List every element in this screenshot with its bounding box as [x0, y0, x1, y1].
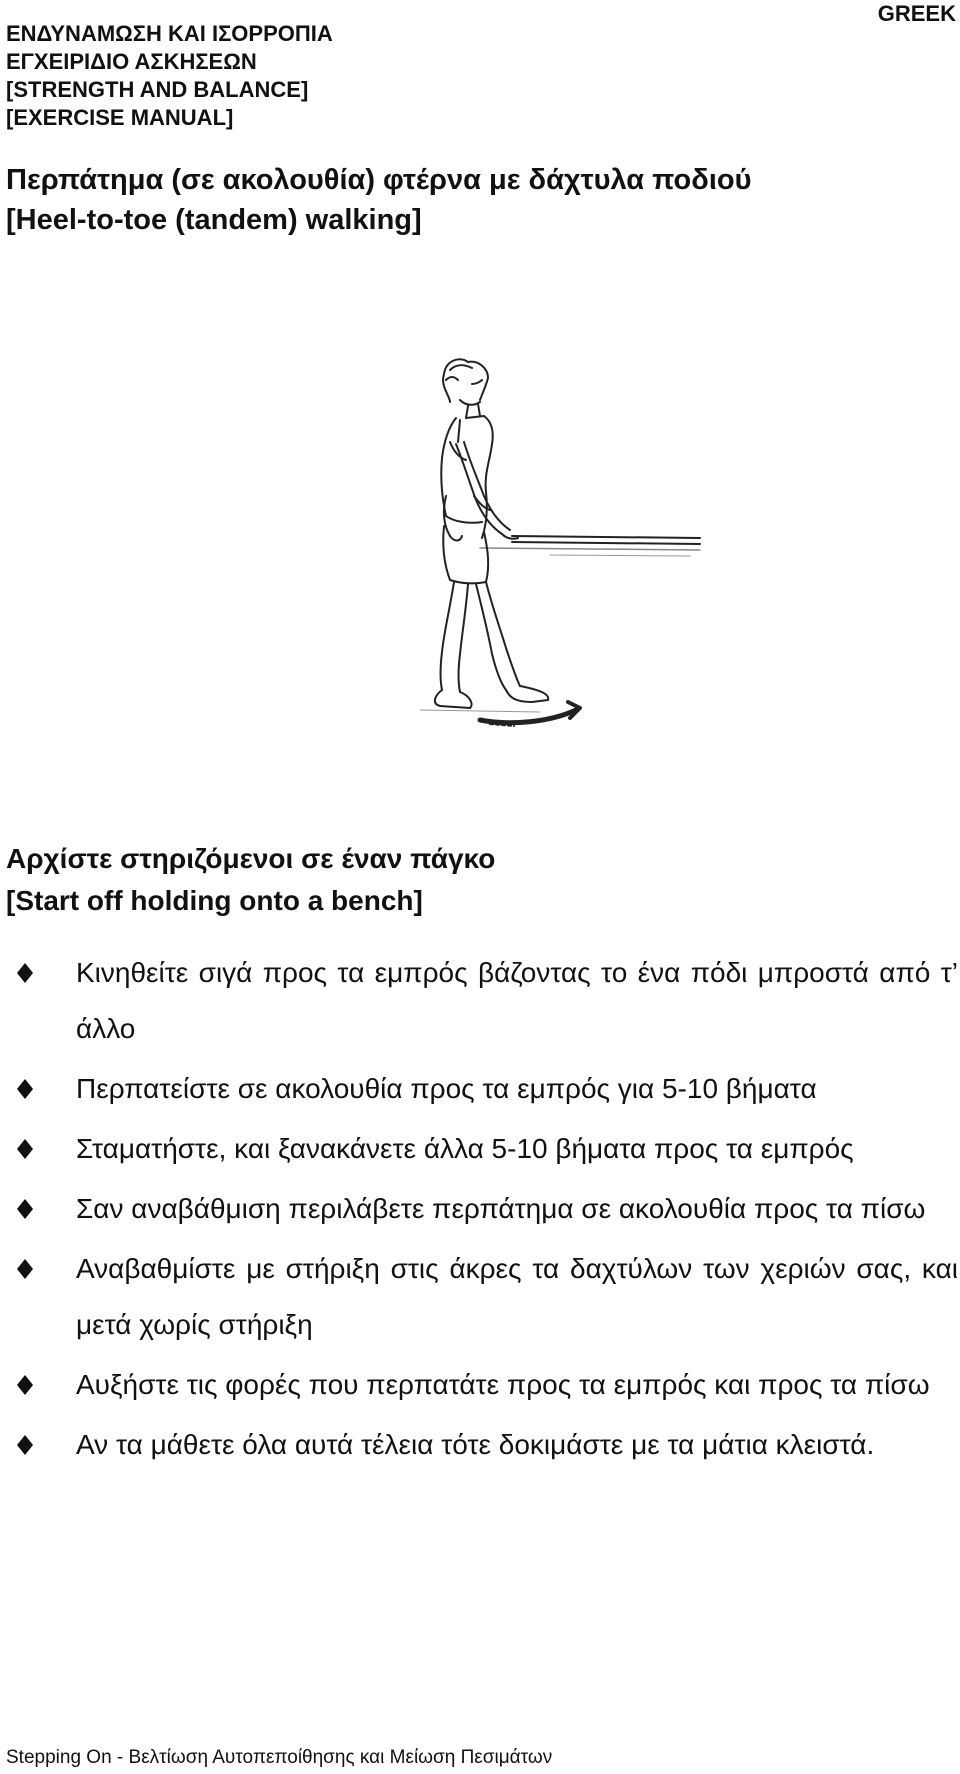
exercise-title — [6, 160, 751, 240]
language-label: GREEK — [877, 1, 956, 26]
list-item — [12, 945, 958, 1057]
person-arm — [456, 442, 518, 539]
motion-arrow — [480, 702, 580, 726]
person-head — [443, 359, 488, 418]
subheading-english: [Start off holding onto a bench] — [6, 885, 423, 916]
instruction-text: Αναβαθμίστε με στήριξη στις άκρες τα δαχτύλων των χεριών σας, και μετά χωρίς στήριξη — [76, 1253, 958, 1340]
person-walking-at-bench-illustration — [420, 346, 730, 746]
exercise-title-greek: Περπάτημα (σε ακολουθία) φτέρνα με δάχτυλα ποδιού — [6, 164, 752, 196]
person-feet — [420, 686, 548, 712]
diamond-bullet-icon — [16, 1078, 34, 1100]
list-item — [12, 1121, 958, 1177]
page-footer: Stepping On - Βελτίωση Αυτοπεποίθησης και Μείωση Πεσιμάτων — [6, 1747, 553, 1768]
instruction-text: Αυξήστε τις φορές που περπατάτε προς τα εμπρός και προς τα πίσω — [76, 1369, 930, 1400]
subheading-greek: Αρχίστε στηριζόμενοι σε έναν πάγκο — [6, 843, 496, 874]
header-line: ΕΝΔΥΝΑΜΩΣΗ ΚΑΙ ΙΣΟΡΡΟΠΙΑ — [6, 21, 333, 46]
instruction-text: Περπατείστε σε ακολουθία προς τα εμπρός για 5-10 βήματα — [76, 1073, 817, 1104]
diamond-bullet-icon — [16, 1258, 34, 1280]
list-item — [12, 1357, 958, 1413]
person-legs — [441, 582, 521, 692]
diamond-bullet-icon — [16, 1434, 34, 1456]
header-line: ΕΓΧΕΙΡΙΔΙΟ ΑΣΚΗΣΕΩΝ — [6, 49, 257, 74]
instruction-text: Αν τα μάθετε όλα αυτά τέλεια τότε δοκιμάστε με τα μάτια κλειστά. — [76, 1429, 875, 1460]
diamond-bullet-icon — [16, 962, 34, 984]
list-item — [12, 1061, 958, 1117]
starting-position-heading — [6, 838, 495, 922]
instruction-text: Κινηθείτε σιγά προς τα εμπρός βάζοντας το ένα πόδι μπροστά από τ’ άλλο — [76, 957, 958, 1044]
instruction-text: Σταματήστε, και ξανακάνετε άλλα 5-10 βήματα προς τα εμπρός — [76, 1133, 854, 1164]
header-line: [EXERCISE MANUAL] — [6, 105, 234, 130]
manual-header — [6, 20, 333, 132]
header-line: [STRENGTH AND BALANCE] — [6, 77, 309, 102]
list-item — [12, 1417, 958, 1473]
diamond-bullet-icon — [16, 1374, 34, 1396]
person-hand — [444, 496, 462, 541]
list-item — [12, 1241, 958, 1353]
exercise-title-english: [Heel-to-toe (tandem) walking] — [6, 204, 422, 236]
instruction-list — [12, 945, 958, 1477]
instruction-text: Σαν αναβάθμιση περιλάβετε περπάτημα σε ακολουθία προς τα πίσω — [76, 1193, 926, 1224]
diamond-bullet-icon — [16, 1138, 34, 1160]
list-item — [12, 1181, 958, 1237]
diamond-bullet-icon — [16, 1198, 34, 1220]
